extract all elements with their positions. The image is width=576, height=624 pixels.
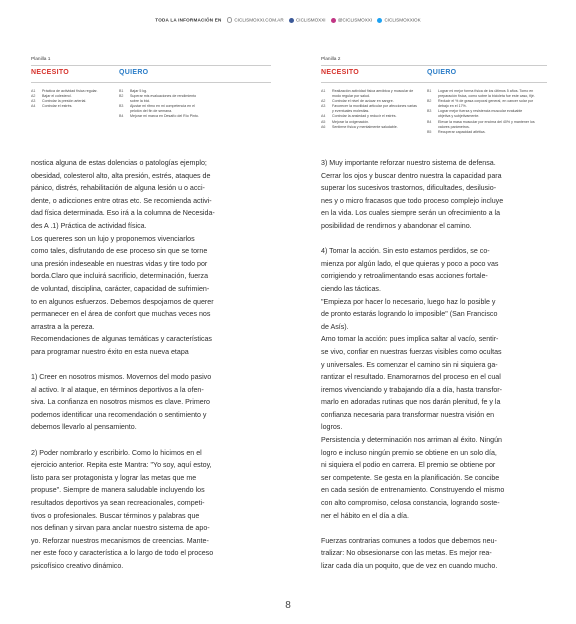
quiero-list [427,89,535,135]
list-item: B2 Superar mis evaluaciones de rendimiento sobre la bici. [119,94,197,104]
text-line: Los quereres son un lujo y proponemos vivenciarlos [31,234,195,243]
instagram-link[interactable]: @CICLISMOXXI [337,17,373,23]
text-line: marlo en adoradas rutinas que nos darán plenitud, fe y la [321,398,501,407]
list-item: A5 Mejorar la oxigenación. [321,119,370,124]
text-line: logro e incluso ningún premio se obtiene en un solo día, [321,448,497,457]
planilla-title: Planilla 2 [321,57,341,62]
list-item: B3 Lograr mejor fuerza y resistencia muscular evaluable objetiva y subjetivamente. [427,109,523,119]
planilla-2 [321,57,547,134]
instagram-icon [331,18,336,23]
text-line: corrigiendo y retroalimentando esas acciones fortale- [321,272,488,281]
quiero-heading: QUIERO [427,69,457,76]
header-lead: TODA LA INFORMACIÓN EN [155,17,222,23]
planilla-1 [31,57,271,119]
text-line: borda.Claro que incluirá sacrificio, determinación, fuerza [31,272,209,281]
text-line: para programar nuestro éxito en esta nueva etapa [31,347,189,356]
quiero-heading: QUIERO [119,69,149,76]
text-line: ejercicio anterior. Repita este Mantra: "Yo soy, aquí estoy, [31,461,212,470]
text-line: con alto compromiso, celosa constancia, logrando soste- [321,499,500,508]
text-line: obesidad, colesterol alto, alta presión, estrés, ataques de [31,171,211,180]
divider [31,82,271,83]
list-item: A3 Favorecer la movilidad articular por afecciones varias y eventuales molestias. [321,104,417,114]
list-item: A1 Práctica de actividad física regular. [31,89,98,93]
text-line: en cada sesión de entrenamiento. Construyendo el mismo [321,486,505,495]
necesito-heading: NECESITO [31,69,70,76]
list-item: A4 Controlar el estrés. [31,104,73,109]
text-line: propuse". Siempre de manera saludable incluyendo los [31,486,205,495]
text-line: tivos o profesionales. Buscar términos y palabras que [31,511,200,520]
list-item: B4 Elevar la masa muscular por encima del 40% y mantener los valores parámetros. [427,119,535,129]
list-item: B4 Mejorar mi marca en Desafío del Río Pinto. [119,114,199,119]
text-line: dente, o adicciones entre otras etc. Se recomienda activi- [31,196,212,205]
facebook-link[interactable]: CICLISMOXXI [295,17,326,23]
list-item: A2 Bajar el colesterol. [31,94,72,99]
text-line: confianza necesaria para transformar nuestra visión en [321,410,495,419]
text-line: de pronto estarás logrando lo imposible" (San Francisco [321,310,498,319]
text-line: nos definan y sirvan para anclar nuestro sistema de apo- [31,524,210,533]
social-header [0,17,576,23]
text-line: se vivo, confiar en nuestras fuerzas visibles como ocultas [321,347,502,356]
list-item: B1 Lograr mi mejor forma física de los últimos 5 años. Tomo en preparación física, como sobre la bicicleta fue este caso, fijé. [427,89,535,99]
twitter-link[interactable]: CICLISMOXXIOK [384,17,421,23]
text-line: en la vida. Los cuales siempre serán un ofrecimiento a la [321,209,501,218]
twitter-icon [377,18,382,23]
text-line: podemos identificar una recomendación o sentimiento y [31,410,207,419]
text-line: ni siquiera el podio en carrera. El premio se obtiene por [321,461,496,470]
list-item: B3 Ajustar mi ritmo en mi competencia en el pelotón del fin de semana. [119,104,195,114]
necesito-list [31,89,109,109]
text-line: Amo tomar la acción: pues implica saltar al vacío, sentir- [321,335,499,344]
list-item: A6 Sentirme física y mentalmente saludable. [321,124,398,129]
text-line: como tales, disfrutando de ese proceso sin que se torne [31,247,208,256]
list-item: A3 Controlar la presión arterial. [31,99,87,104]
text-line: una presión indeseable en nuestras vidas y tire todo por [31,259,208,268]
text-line: siva. La confianza en nosotros mismos es clave. Primero [31,398,210,407]
text-line: iremos vivenciando y trabajando día a día, hasta transfor- [321,385,502,394]
text-line: nostica alguna de estas dolencias o patologías ejemplo; [31,159,207,167]
text-line: lizar cada día un poquito, que de vez en cuando mucho. [321,562,498,570]
text-line: 2) Poder nombrarlo y escribirlo. Como lo hicimos en el [31,448,202,457]
left-text-column [31,157,281,573]
text-line: psicofísico creativo dinámico. [31,562,124,570]
necesito-heading: NECESITO [321,69,360,76]
text-line: tralizar: No obsesionarse con las metas. Es mejor rea- [321,549,492,558]
text-line: Persistencia y determinación nos arriman al éxito. Ningún [321,436,502,445]
text-line: listo para ser protagonista y lograr las metas que me [31,473,197,482]
text-line: mienza por algún lado, el que quieras y poco a poco vas [321,259,499,268]
necesito-list [321,89,419,130]
text-line: superar los sucesivos trastornos, dificultades, desilusio- [321,184,497,193]
text-line: al activo. Ir al ataque, en términos deportivos a la ofen- [31,385,204,394]
text-line: de Asís). [321,322,349,331]
text-line: posibilidad de rendirnos y abandonar el camino. [321,221,472,230]
text-line: des A .1) Práctica de actividad física. [31,221,147,230]
divider [321,82,547,83]
text-line: pánico, distrés, rehabilitación de alguna lesión u o acci- [31,184,205,193]
text-line: to en algunos esfuerzos. Debemos despojarnos de querer [31,297,214,306]
website-link[interactable]: CICLISMOXXI.COM.AR [234,17,284,23]
facebook-icon [289,18,294,23]
list-item: B1 Bajar 5 kg. [119,89,148,93]
divider [31,65,271,66]
list-item: A1 Realización actividad física aeróbica y muscular de modo regular por salud. [321,89,414,99]
text-line: y universales. Es comenzar el camino sin ni siquiera ga- [321,360,498,369]
list-item: A2 Controlar el nivel de azúcar en sangre. [321,99,394,104]
text-line: ner el hábito en el día a día. [321,511,409,520]
text-line: permanecer en el área de confort que muchas veces nos [31,310,211,319]
text-line: Fuerzas contrarias comunes a todos que debemos neu- [321,536,497,545]
text-line: arrastra a la pereza. [31,322,95,331]
planilla-title: Planilla 1 [31,57,51,62]
text-line: "Empieza por hacer lo necesario, luego haz lo posible y [321,297,496,306]
text-line: dad física determinada. Eso irá a la columna de Necesida- [31,209,215,218]
text-line: ciendo las tácticas. [321,284,381,293]
list-item: B2 Reducir el % de grasa corporal general, en cancer solar por debajo en el 17%. [427,99,534,109]
list-item: A4 Controlar la ansiedad y reducir el estrés. [321,114,397,119]
text-line: debemos llevarlo al pensamiento. [31,423,137,432]
text-line: 1) Creer en nosotros mismos. Movernos del modo pasivo [31,373,212,382]
text-line: ser competente. Se gesta en la planificación. Se concibe [321,473,500,482]
text-line: 3) Muy importante reforzar nuestro sistema de defensa. [321,159,496,167]
text-line: Recomendaciones de algunas temáticas y características [31,335,212,344]
text-line: logros. [321,423,343,432]
page-number: 8 [285,600,291,611]
right-text-column [321,157,551,573]
list-item: B5 Recuperar capacidad atlética. [427,129,486,134]
text-line: resultados deportivos ya sean recreacionales, competi- [31,499,205,508]
text-line: de voluntad, disciplina, carácter, capacidad de sufrimien- [31,284,210,293]
quiero-list [119,89,201,120]
text-line: ner este foco y característica a lo largo de todo el proceso [31,549,214,558]
divider [321,65,547,66]
text-line: nes y o micro fracasos que todo proceso complejo incluye [321,196,504,205]
text-line: 4) Tomar la acción. Sin esto estamos perdidos, se co- [321,247,490,256]
globe-icon [227,17,233,23]
text-line: yo. Reforzar nuestros mecanismos de creencias. Mante- [31,536,209,545]
text-line: rantizar el resultado. Enamorarnos del proceso en el cual [321,373,501,382]
text-line: Cerrar los ojos y buscar dentro nuestra la capacidad para [321,171,502,180]
